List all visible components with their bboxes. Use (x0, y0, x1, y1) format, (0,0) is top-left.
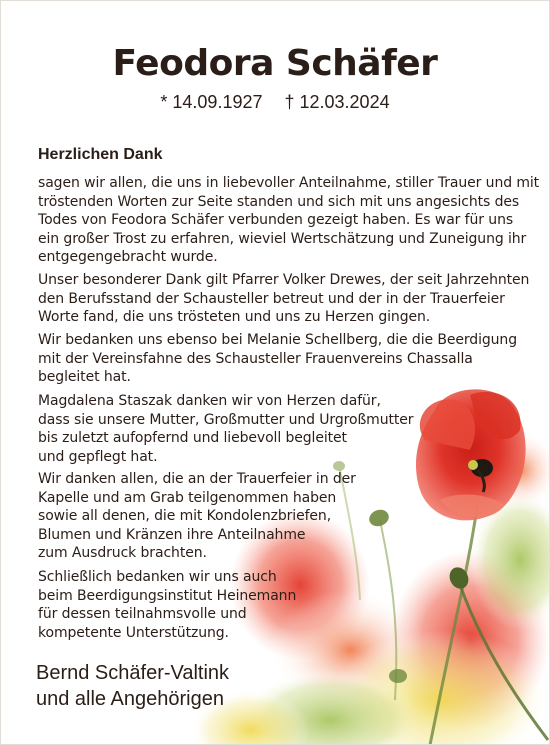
thanks-paragraph-4: Magdalena Staszak danken wir von Herzen dafür, dass sie unsere Mutter, Großmutter und Urgroßmutter bis zuletzt aufopfernd und liebevoll begleitet und gepflegt hat. (38, 393, 414, 465)
thanks-paragraph-2: Unser besonderer Dank gilt Pfarrer Volker Drewes, der seit Jahrzehnten den Berufsstand der Schausteller betreut und der in der Trauerfeier Worte fand, die uns trösteten und uns zu Herzen gingen. (38, 272, 530, 325)
thanks-paragraph-6: Schließlich bedanken wir uns auch beim Beerdigungsinstitut Heinemann für dessen teilnahmsvolle und kompetente Unterstützung. (38, 569, 297, 641)
thanks-paragraph-1: sagen wir allen, die uns in liebevoller Anteilnahme, stiller Trauer und mit tröstenden Worten zur Seite standen und sich mit uns angesichts des Todes von Feodora Schäfer verbunden gezeigt haben. Es war für uns ein großer Trost zu erfahren, wieviel Wertschätzung und Zuneigung ihr entgegengebracht wurde. (38, 175, 540, 265)
signature: Bernd Schäfer-Valtink und alle Angehörigen (36, 662, 230, 710)
thanks-heading: Herzlichen Dank (38, 146, 163, 163)
deceased-name: Feodora Schäfer (112, 43, 438, 84)
thanks-paragraph-3: Wir bedanken uns ebenso bei Melanie Schellberg, die die Beerdigung mit der Vereinsfahne des Schausteller Frauenvereins Chassalla begleitet hat. (38, 332, 517, 385)
death-date: † 12.03.2024 (284, 92, 390, 112)
life-dates (0, 90, 550, 114)
birth-date: * 14.09.1927 (160, 92, 263, 112)
thanks-paragraph-5: Wir danken allen, die an der Trauerfeier in der Kapelle und am Grab teilgenommen haben sowie all denen, die mit Kondolenzbriefen, Blumen und Kränzen ihre Anteilnahme zum Ausdruck brachten. (38, 471, 356, 561)
